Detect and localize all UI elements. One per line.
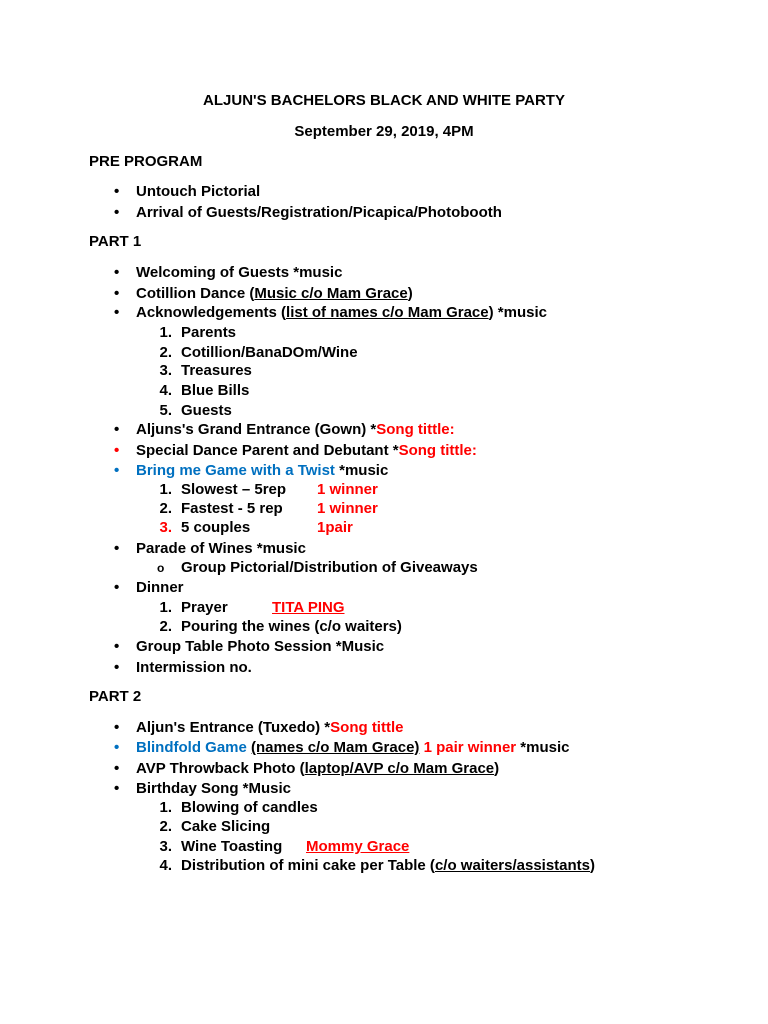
bullet-icon: • <box>114 780 120 797</box>
birthday-sub-item: Blowing of candles <box>181 799 318 816</box>
dinner-item: Dinner <box>136 579 184 596</box>
pre-item-2: Arrival of Guests/Registration/Picapica/Photobooth <box>136 204 502 221</box>
bullet-icon: • <box>114 462 120 479</box>
document-title: ALJUN'S BACHELORS BLACK AND WHITE PARTY <box>203 92 565 109</box>
bullet-icon: • <box>114 659 120 676</box>
bullet-icon: • <box>114 421 120 438</box>
ack-item: Guests <box>181 402 232 419</box>
cotillion-item: Cotillion Dance (Music c/o Mam Grace) <box>136 285 413 302</box>
game-result: 1pair <box>317 519 353 536</box>
bullet-icon: • <box>114 719 120 736</box>
acknowledgements-item: Acknowledgements (list of names c/o Mam Grace) *music <box>136 304 547 321</box>
group-photo-item: Group Table Photo Session *Music <box>136 638 385 655</box>
event-date: September 29, 2019, 4PM <box>294 123 474 140</box>
ack-item: Parents <box>181 324 237 341</box>
bullet-icon: • <box>114 739 120 756</box>
bullet-icon: • <box>114 579 120 596</box>
bullet-icon: • <box>114 264 120 281</box>
bullet-icon: • <box>114 285 120 302</box>
welcoming-item: Welcoming of Guests *music <box>136 264 343 281</box>
game-sub-item: Fastest - 5 rep <box>181 500 283 517</box>
bullet-icon: • <box>114 304 120 321</box>
circle-bullet-icon: o <box>157 561 165 575</box>
birthday-sub-item: Wine Toasting <box>181 838 283 855</box>
birthday-item: Birthday Song *Music <box>136 780 292 797</box>
bullet-icon: • <box>114 442 120 459</box>
toast-assignee: Mommy Grace <box>306 838 410 855</box>
dinner-sub-item: Prayer <box>181 599 228 616</box>
bullet-icon: • <box>114 540 120 557</box>
birthday-sub-item: Cake Slicing <box>181 818 271 835</box>
ack-item: Blue Bills <box>181 382 250 399</box>
entrance-item: Aljun's Entrance (Tuxedo) *Song tittle <box>136 719 404 736</box>
bullet-icon: • <box>114 204 120 221</box>
bullet-icon: • <box>114 760 120 777</box>
part1-heading: PART 1 <box>89 233 142 250</box>
ack-item: Treasures <box>181 362 252 379</box>
ack-item: Cotillion/BanaDOm/Wine <box>181 344 358 361</box>
parade-sub-item: Group Pictorial/Distribution of Giveaways <box>181 559 478 576</box>
prayer-assignee: TITA PING <box>272 599 345 616</box>
game-item: Bring me Game with a Twist *music <box>136 462 389 479</box>
birthday-sub-item: Distribution of mini cake per Table (c/o waiters/assistants) <box>181 857 596 874</box>
game-result: 1 winner <box>317 500 378 517</box>
game-sub-item: Slowest – 5rep <box>181 481 287 498</box>
bullet-icon: • <box>114 638 120 655</box>
blindfold-item: Blindfold Game (names c/o Mam Grace) 1 pair winner *music <box>136 739 570 756</box>
pre-item-1: Untouch Pictorial <box>136 183 261 200</box>
bullet-icon: • <box>114 183 120 200</box>
game-sub-item: 5 couples <box>181 519 251 536</box>
grand-entrance-item: Aljuns's Grand Entrance (Gown) *Song tittle: <box>136 421 455 438</box>
avp-item: AVP Throwback Photo (laptop/AVP c/o Mam Grace) <box>136 760 500 777</box>
parade-item: Parade of Wines *music <box>136 540 306 557</box>
special-dance-item: Special Dance Parent and Debutant *Song tittle: <box>136 442 477 459</box>
pre-program-heading: PRE PROGRAM <box>89 153 203 170</box>
part2-heading: PART 2 <box>89 688 142 705</box>
intermission-item: Intermission no. <box>136 659 252 676</box>
dinner-sub-item: Pouring the wines (c/o waiters) <box>181 618 402 635</box>
game-result: 1 winner <box>317 481 378 498</box>
